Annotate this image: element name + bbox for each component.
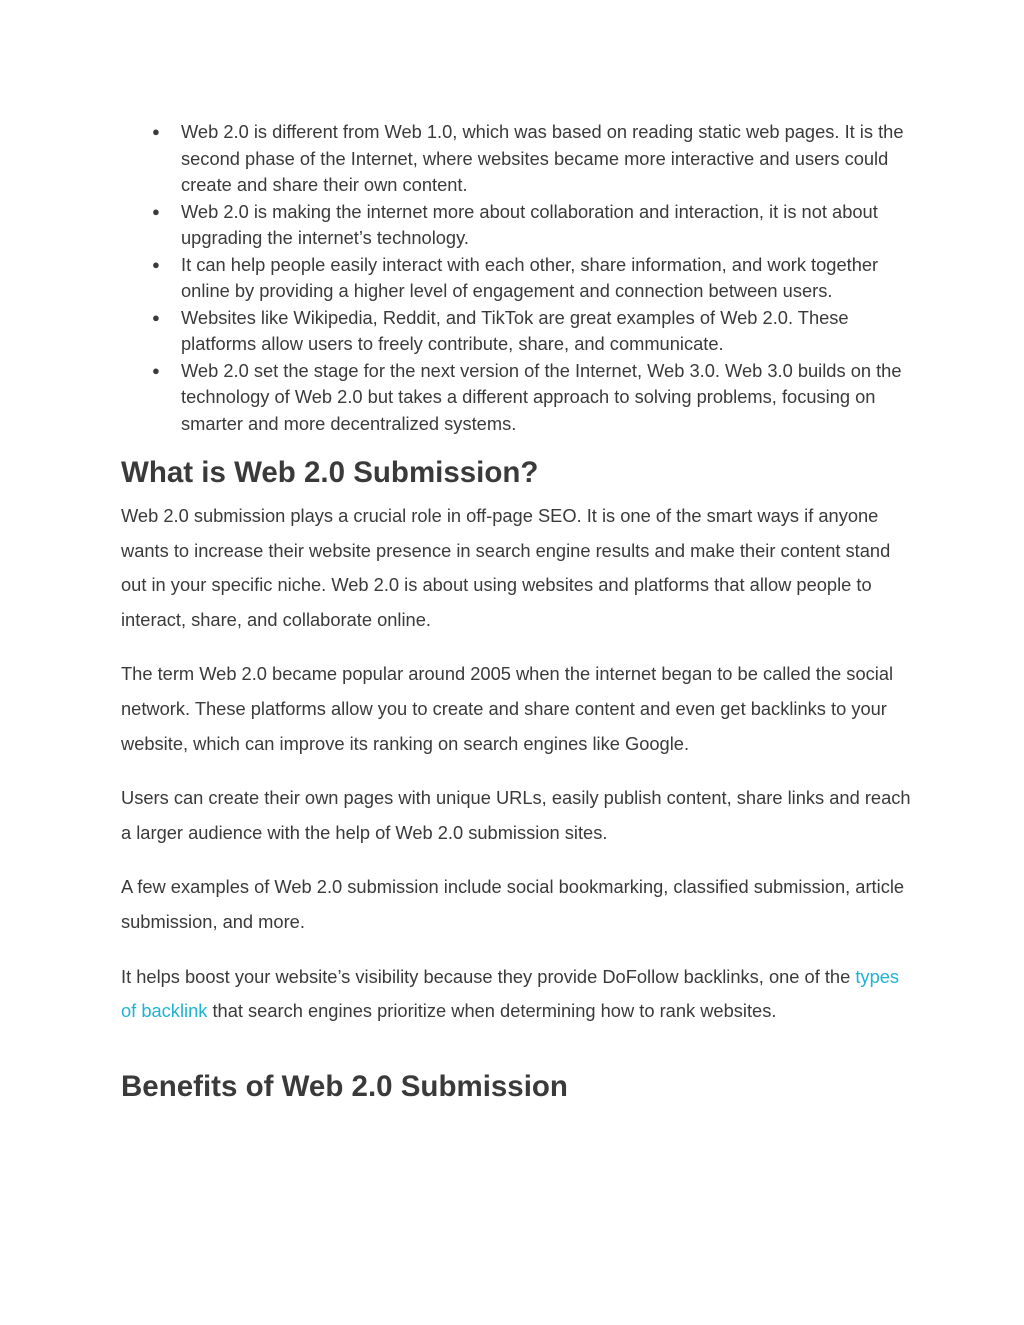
list-item-text: Web 2.0 set the stage for the next version of the Internet, Web 3.0. Web 3.0 builds on the technology of Web 2.0 but takes a different approach to solving problems, focusing on smarter and more decentralized systems.	[181, 359, 902, 434]
bullet-icon: ●	[152, 362, 160, 378]
list-item	[121, 252, 911, 305]
paragraph-text-after: that search engines prioritize when determining how to rank websites.	[207, 1000, 777, 1022]
paragraph: The term Web 2.0 became popular around 2005 when the internet began to be called the social network. These platforms allow you to create and share content and even get backlinks to your website, which can improve its ranking on search engines like Google.	[121, 663, 894, 754]
bullet-icon: ●	[152, 124, 160, 139]
types-of-backlink-link[interactable]: types of backlink	[121, 965, 900, 1022]
document-page	[121, 119, 911, 1113]
paragraph-text-before: It helps boost your website’s visibility because they provide DoFollow backlinks, one of the	[121, 965, 856, 987]
list-item	[121, 358, 911, 438]
list-item-text: It can help people easily interact with each other, share information, and work together online by providing a higher level of engagement and connection between users.	[181, 253, 879, 301]
list-item-text: Websites like Wikipedia, Reddit, and TikTok are great examples of Web 2.0. These platforms allow users to freely contribute, share, and communicate.	[181, 306, 849, 354]
paragraph: A few examples of Web 2.0 submission include social bookmarking, classified submission, article submission, and more.	[121, 876, 905, 932]
section-heading-what-is: What is Web 2.0 Submission?	[121, 456, 539, 489]
bullet-icon: ●	[152, 309, 160, 325]
list-item	[121, 305, 911, 358]
bullet-icon: ●	[152, 203, 160, 219]
paragraph: Web 2.0 submission plays a crucial role in off-page SEO. It is one of the smart ways if anyone wants to increase their website presence in search engine results and make their content stand out in your specific niche. Web 2.0 is about using websites and platforms that allow people to interact, share, and collaborate online.	[121, 505, 891, 630]
list-item-text: Web 2.0 is making the internet more about collaboration and interaction, it is not about upgrading the internet’s technology.	[181, 200, 878, 248]
bullet-icon: ●	[152, 256, 160, 272]
section-heading-benefits: Benefits of Web 2.0 Submission	[121, 1069, 568, 1103]
paragraph-with-link	[121, 960, 911, 1029]
paragraph: Users can create their own pages with unique URLs, easily publish content, share links and reach a larger audience with the help of Web 2.0 submission sites.	[121, 787, 911, 843]
list-item	[121, 119, 911, 199]
bullet-list	[121, 119, 911, 437]
list-item	[121, 199, 911, 252]
list-item-text: Web 2.0 is different from Web 1.0, which was based on reading static web pages. It is the second phase of the Internet, where websites became more interactive and users could create and share their own content.	[181, 121, 904, 195]
